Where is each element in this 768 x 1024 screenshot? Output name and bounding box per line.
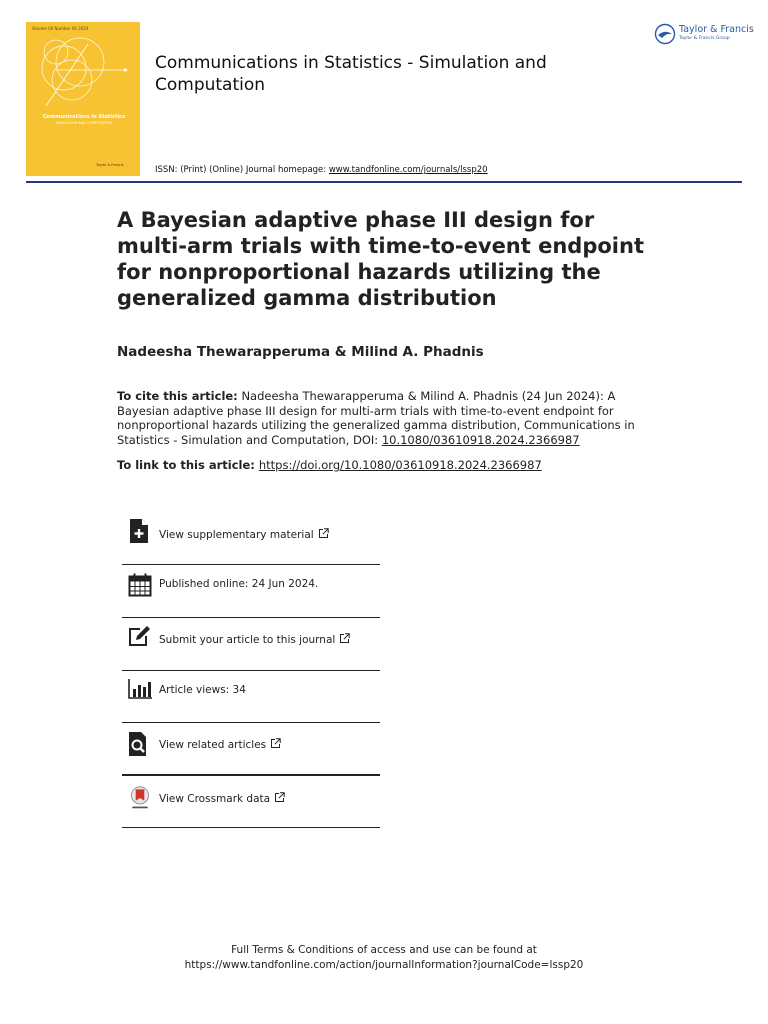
- meta-item-views: [122, 674, 380, 714]
- meta-item-crossmark[interactable]: [122, 778, 380, 822]
- footer-terms-link[interactable]: https://www.tandfonline.com/action/journalInformation?journalCode=lssp20: [184, 959, 584, 971]
- header-divider: [26, 181, 742, 183]
- bar-chart-icon: [128, 677, 152, 701]
- article-authors: Nadeesha Thewarapperuma & Milind A. Phadnis: [117, 344, 484, 360]
- article-link-line: [117, 458, 542, 472]
- meta-divider: [122, 827, 380, 828]
- meta-item-submit[interactable]: [122, 621, 380, 661]
- meta-divider: [122, 670, 380, 671]
- file-plus-icon: [128, 519, 152, 543]
- external-link-icon: [339, 633, 350, 644]
- cover-volume-line: Volume 00 Number 00 2024: [32, 26, 89, 31]
- journal-title: Communications in Statistics - Simulation and Computation: [155, 53, 547, 95]
- meta-label-published: Published online: 24 Jun 2024.: [159, 578, 319, 590]
- citation-block: [117, 389, 662, 447]
- cite-doi-link[interactable]: 10.1080/03610918.2024.2366987: [381, 432, 580, 447]
- meta-divider: [122, 564, 380, 565]
- meta-item-supplementary[interactable]: [122, 517, 380, 553]
- crossmark-icon: [128, 786, 152, 810]
- meta-divider: [122, 722, 380, 723]
- issn-label: ISSN: (Print) (Online) Journal homepage:: [155, 165, 329, 175]
- meta-divider: [122, 617, 380, 618]
- external-link-icon: [318, 528, 329, 539]
- cover-title: Communications in Statistics: [42, 114, 125, 120]
- cite-text: Nadeesha Thewarapperuma & Milind A. Phadnis (24 Jun 2024): A Bayesian adaptive phase III design for multi-arm trials with time-to-event endpoint for nonproportional hazards utilizing the generalized gamma distribution, Communications in Statistics - Simulation and Computation, DOI:: [117, 389, 635, 447]
- footer-terms: [150, 943, 618, 973]
- cover-publisher: Taylor & Francis: [96, 163, 124, 167]
- meta-divider: [122, 774, 380, 776]
- cite-label: To cite this article:: [117, 389, 238, 403]
- meta-label-submit: Submit your article to this journal: [159, 633, 350, 646]
- footer-line-1: Full Terms & Conditions of access and use can be found at: [231, 944, 537, 956]
- meta-item-related[interactable]: [122, 726, 380, 770]
- meta-label-crossmark: View Crossmark data: [159, 792, 285, 805]
- cover-subtitle: SIMULATION AND COMPUTATION: [55, 121, 113, 125]
- publisher-logo-name: Taylor & Francis: [679, 24, 754, 35]
- article-doi-link[interactable]: https://doi.org/10.1080/03610918.2024.2366987: [258, 458, 542, 472]
- issn-line: [155, 165, 488, 175]
- journal-cover-image: [26, 22, 140, 176]
- link-label: To link to this article:: [117, 458, 259, 472]
- publisher-logo-subtitle: Taylor & Francis Group: [679, 36, 730, 41]
- external-link-icon: [270, 738, 281, 749]
- meta-label-supplementary: View supplementary material: [159, 528, 329, 541]
- meta-item-published: [122, 568, 380, 608]
- edit-icon: [128, 625, 152, 649]
- cover-circles-graphic: [26, 22, 140, 176]
- meta-label-related: View related articles: [159, 738, 281, 751]
- external-link-icon: [274, 792, 285, 803]
- search-document-icon: [128, 732, 152, 756]
- journal-homepage-link[interactable]: www.tandfonline.com/journals/lssp20: [328, 165, 488, 175]
- meta-label-views: Article views: 34: [159, 684, 246, 696]
- calendar-icon: [128, 573, 152, 597]
- article-title: A Bayesian adaptive phase III design for multi-arm trials with time-to-event endpoint for nonproportional hazards utilizing the generalized gamma distribution: [117, 208, 644, 310]
